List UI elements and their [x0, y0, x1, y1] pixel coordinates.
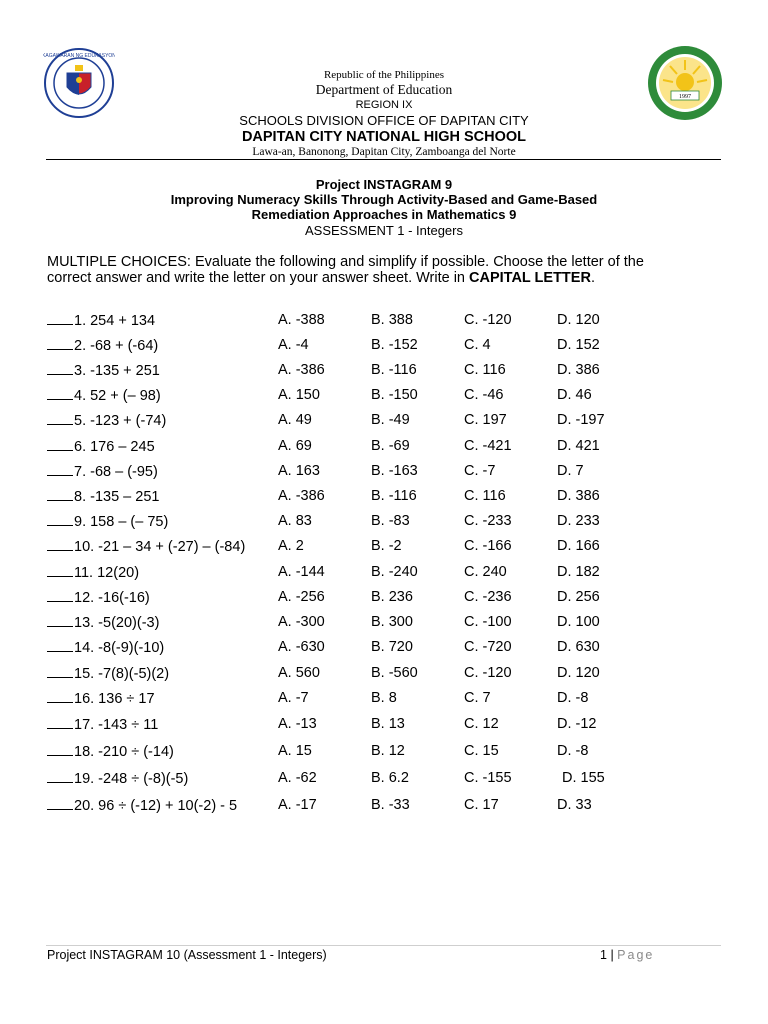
- question-item: [47, 743, 174, 760]
- choice-b: B. -150: [371, 387, 418, 403]
- choice-c: C. 240: [464, 564, 507, 580]
- question-text: 17. -143 ÷ 11: [74, 717, 159, 733]
- choice-a: A. -256: [278, 589, 325, 605]
- question-text: 12. -16(-16): [74, 590, 150, 606]
- region-line: REGION IX: [355, 99, 413, 111]
- choice-d: D. 256: [557, 589, 600, 605]
- choice-b: B. 8: [371, 690, 397, 706]
- question-text: 15. -7(8)(-5)(2): [74, 666, 170, 682]
- school-name: DAPITAN CITY NATIONAL HIGH SCHOOL: [241, 129, 527, 145]
- footer-page: [600, 948, 654, 962]
- question-text: 18. -210 ÷ (-14): [74, 744, 174, 760]
- answer-blank[interactable]: [47, 337, 73, 350]
- choice-c: C. -421: [464, 438, 512, 454]
- answer-blank[interactable]: [47, 797, 73, 810]
- question-text: 3. -135 + 251: [74, 363, 160, 379]
- question-item: [47, 564, 139, 581]
- project-subtitle-1: Improving Numeracy Skills Through Activity-Based and Game-Based: [170, 192, 598, 207]
- choice-a: A. -300: [278, 614, 325, 630]
- choice-b: B. 720: [371, 639, 413, 655]
- choice-a: A. 163: [278, 463, 320, 479]
- choice-c: C. 4: [464, 337, 491, 353]
- choice-d: D. 421: [557, 438, 600, 454]
- choice-c: C. 116: [464, 362, 506, 378]
- choice-b: B. -116: [371, 488, 417, 504]
- choice-b: B. 236: [371, 589, 413, 605]
- choice-a: A. -7: [278, 690, 309, 706]
- question-item: [47, 770, 188, 787]
- choice-d: D. 120: [557, 665, 600, 681]
- question-item: [47, 690, 155, 707]
- answer-blank[interactable]: [47, 743, 73, 756]
- svg-text:1997: 1997: [679, 94, 691, 100]
- choice-a: A. 150: [278, 387, 320, 403]
- choice-b: B. -240: [371, 564, 418, 580]
- choice-b: B. -163: [371, 463, 418, 479]
- choice-b: B. -152: [371, 337, 418, 353]
- answer-blank[interactable]: [47, 639, 73, 652]
- choice-d: D. 182: [557, 564, 600, 580]
- answer-blank[interactable]: [47, 463, 73, 476]
- choice-c: C. 12: [464, 716, 499, 732]
- answer-blank[interactable]: [47, 665, 73, 678]
- choice-b: B. -560: [371, 665, 418, 681]
- answer-blank[interactable]: [47, 312, 73, 325]
- choice-c: C. -155: [464, 770, 512, 786]
- answer-blank[interactable]: [47, 362, 73, 375]
- republic-line: Republic of the Philippines: [323, 69, 445, 81]
- instructions: [47, 254, 687, 286]
- answer-blank[interactable]: [47, 538, 73, 551]
- question-text: 20. 96 ÷ (-12) + 10(-2) - 5: [74, 798, 238, 814]
- project-title: Project INSTAGRAM 9: [315, 177, 453, 192]
- choice-d: D. 120: [557, 312, 600, 328]
- choice-a: A. 2: [278, 538, 304, 554]
- instructions-emphasis: CAPITAL LETTER: [469, 270, 591, 286]
- footer-divider: [46, 945, 721, 946]
- choice-d: D. 7: [557, 463, 584, 479]
- question-text: 2. -68 + (-64): [74, 338, 159, 354]
- choice-b: B. 300: [371, 614, 413, 630]
- question-text: 9. 158 – (– 75): [74, 514, 169, 530]
- answer-blank[interactable]: [47, 412, 73, 425]
- choice-d: D. 233: [557, 513, 600, 529]
- choice-a: A. -17: [278, 797, 317, 813]
- choice-d: D. 155: [562, 770, 605, 786]
- choice-d: D. -8: [557, 743, 589, 759]
- choice-c: C. -46: [464, 387, 504, 403]
- answer-blank[interactable]: [47, 589, 73, 602]
- answer-blank[interactable]: [47, 690, 73, 703]
- project-subtitle-2: Remediation Approaches in Mathematics 9: [251, 207, 517, 222]
- choice-c: C. -120: [464, 665, 512, 681]
- choice-c: C. -720: [464, 639, 512, 655]
- page-number: 1: [600, 948, 607, 962]
- question-item: [47, 362, 160, 379]
- question-item: [47, 438, 155, 455]
- question-item: [47, 797, 237, 814]
- choice-d: D. 46: [557, 387, 592, 403]
- question-text: 11. 12(20): [74, 565, 140, 581]
- choice-c: C. -120: [464, 312, 512, 328]
- question-text: 16. 136 ÷ 17: [74, 691, 155, 707]
- choice-b: B. 388: [371, 312, 413, 328]
- question-item: [47, 463, 158, 480]
- school-address: Lawa-an, Banonong, Dapitan City, Zamboanga del Norte: [252, 146, 516, 158]
- answer-blank[interactable]: [47, 513, 73, 526]
- assessment-title: ASSESSMENT 1 - Integers: [305, 223, 463, 238]
- choice-d: D. 166: [557, 538, 600, 554]
- svg-text:KAGAWARAN NG EDUKASYON: KAGAWARAN NG EDUKASYON: [43, 53, 115, 59]
- choice-c: C. 15: [464, 743, 499, 759]
- department-line: Department of Education: [315, 82, 453, 97]
- choice-d: D. -12: [557, 716, 597, 732]
- question-text: 5. -123 + (-74): [74, 413, 167, 429]
- choice-c: C. -236: [464, 589, 512, 605]
- question-text: 13. -5(20)(-3): [74, 615, 160, 631]
- choice-c: C. -7: [464, 463, 496, 479]
- division-line: SCHOOLS DIVISION OFFICE OF DAPITAN CITY: [239, 113, 529, 128]
- choice-d: D. -8: [557, 690, 589, 706]
- question-item: [47, 513, 168, 530]
- choice-a: A. 49: [278, 412, 312, 428]
- question-text: 19. -248 ÷ (-8)(-5): [74, 771, 189, 787]
- question-text: 6. 176 – 245: [74, 439, 155, 455]
- choice-d: D. 100: [557, 614, 600, 630]
- question-item: [47, 589, 150, 606]
- choice-b: B. -49: [371, 412, 410, 428]
- question-text: 1. 254 + 134: [74, 313, 156, 329]
- choice-b: B. -116: [371, 362, 417, 378]
- footer-title: Project INSTAGRAM 10 (Assessment 1 - Integers): [47, 948, 327, 962]
- choice-a: A. 15: [278, 743, 312, 759]
- choice-d: D. -197: [557, 412, 605, 428]
- choice-a: A. 69: [278, 438, 312, 454]
- choice-d: D. 386: [557, 362, 600, 378]
- choice-a: A. -386: [278, 488, 325, 504]
- choice-b: B. -33: [371, 797, 410, 813]
- question-text: 8. -135 – 251: [74, 489, 160, 505]
- page-separator: |: [610, 948, 614, 962]
- question-text: 14. -8(-9)(-10): [74, 640, 165, 656]
- question-item: [47, 538, 245, 555]
- choice-b: B. -83: [371, 513, 410, 529]
- question-item: [47, 639, 164, 656]
- header-divider: [46, 159, 721, 160]
- choice-a: A. -4: [278, 337, 309, 353]
- choice-a: A. -62: [278, 770, 317, 786]
- choice-d: D. 152: [557, 337, 600, 353]
- choice-d: D. 33: [557, 797, 592, 813]
- answer-blank[interactable]: [47, 438, 73, 451]
- answer-blank[interactable]: [47, 614, 73, 627]
- choice-c: C. -100: [464, 614, 512, 630]
- choice-a: A. -386: [278, 362, 325, 378]
- choice-a: A. -13: [278, 716, 317, 732]
- choice-b: B. 6.2: [371, 770, 409, 786]
- question-item: [47, 412, 166, 429]
- instructions-end: .: [590, 270, 595, 286]
- question-item: [47, 716, 158, 733]
- choice-c: C. 197: [464, 412, 507, 428]
- question-item: [47, 312, 155, 329]
- choice-c: C. -166: [464, 538, 512, 554]
- question-item: [47, 337, 158, 354]
- choice-a: A. -144: [278, 564, 325, 580]
- answer-blank[interactable]: [47, 387, 73, 400]
- choice-b: B. -2: [371, 538, 402, 554]
- choice-b: B. 13: [371, 716, 405, 732]
- instructions-text: MULTIPLE CHOICES: Evaluate the following and simplify if possible. Choose the letter of the correct answer and write the letter on your answer sheet. Write in: [47, 254, 644, 286]
- question-text: 4. 52 + (– 98): [74, 388, 161, 404]
- choice-a: A. -630: [278, 639, 325, 655]
- choice-c: C. 7: [464, 690, 491, 706]
- choice-c: C. 17: [464, 797, 499, 813]
- choice-b: B. -69: [371, 438, 410, 454]
- choice-a: A. 560: [278, 665, 320, 681]
- page-label: Page: [617, 948, 655, 962]
- choice-d: D. 630: [557, 639, 600, 655]
- question-item: [47, 387, 161, 404]
- choice-d: D. 386: [557, 488, 600, 504]
- question-item: [47, 614, 159, 631]
- answer-blank[interactable]: [47, 488, 73, 501]
- question-text: 7. -68 – (-95): [74, 464, 158, 480]
- choice-a: A. 83: [278, 513, 312, 529]
- choice-a: A. -388: [278, 312, 325, 328]
- question-item: [47, 488, 159, 505]
- answer-blank[interactable]: [47, 770, 73, 783]
- answer-blank[interactable]: [47, 716, 73, 729]
- choice-b: B. 12: [371, 743, 405, 759]
- question-text: 10. -21 – 34 + (-27) – (-84): [74, 539, 246, 555]
- choice-c: C. -233: [464, 513, 512, 529]
- question-item: [47, 665, 169, 682]
- choice-c: C. 116: [464, 488, 506, 504]
- answer-blank[interactable]: [47, 564, 73, 577]
